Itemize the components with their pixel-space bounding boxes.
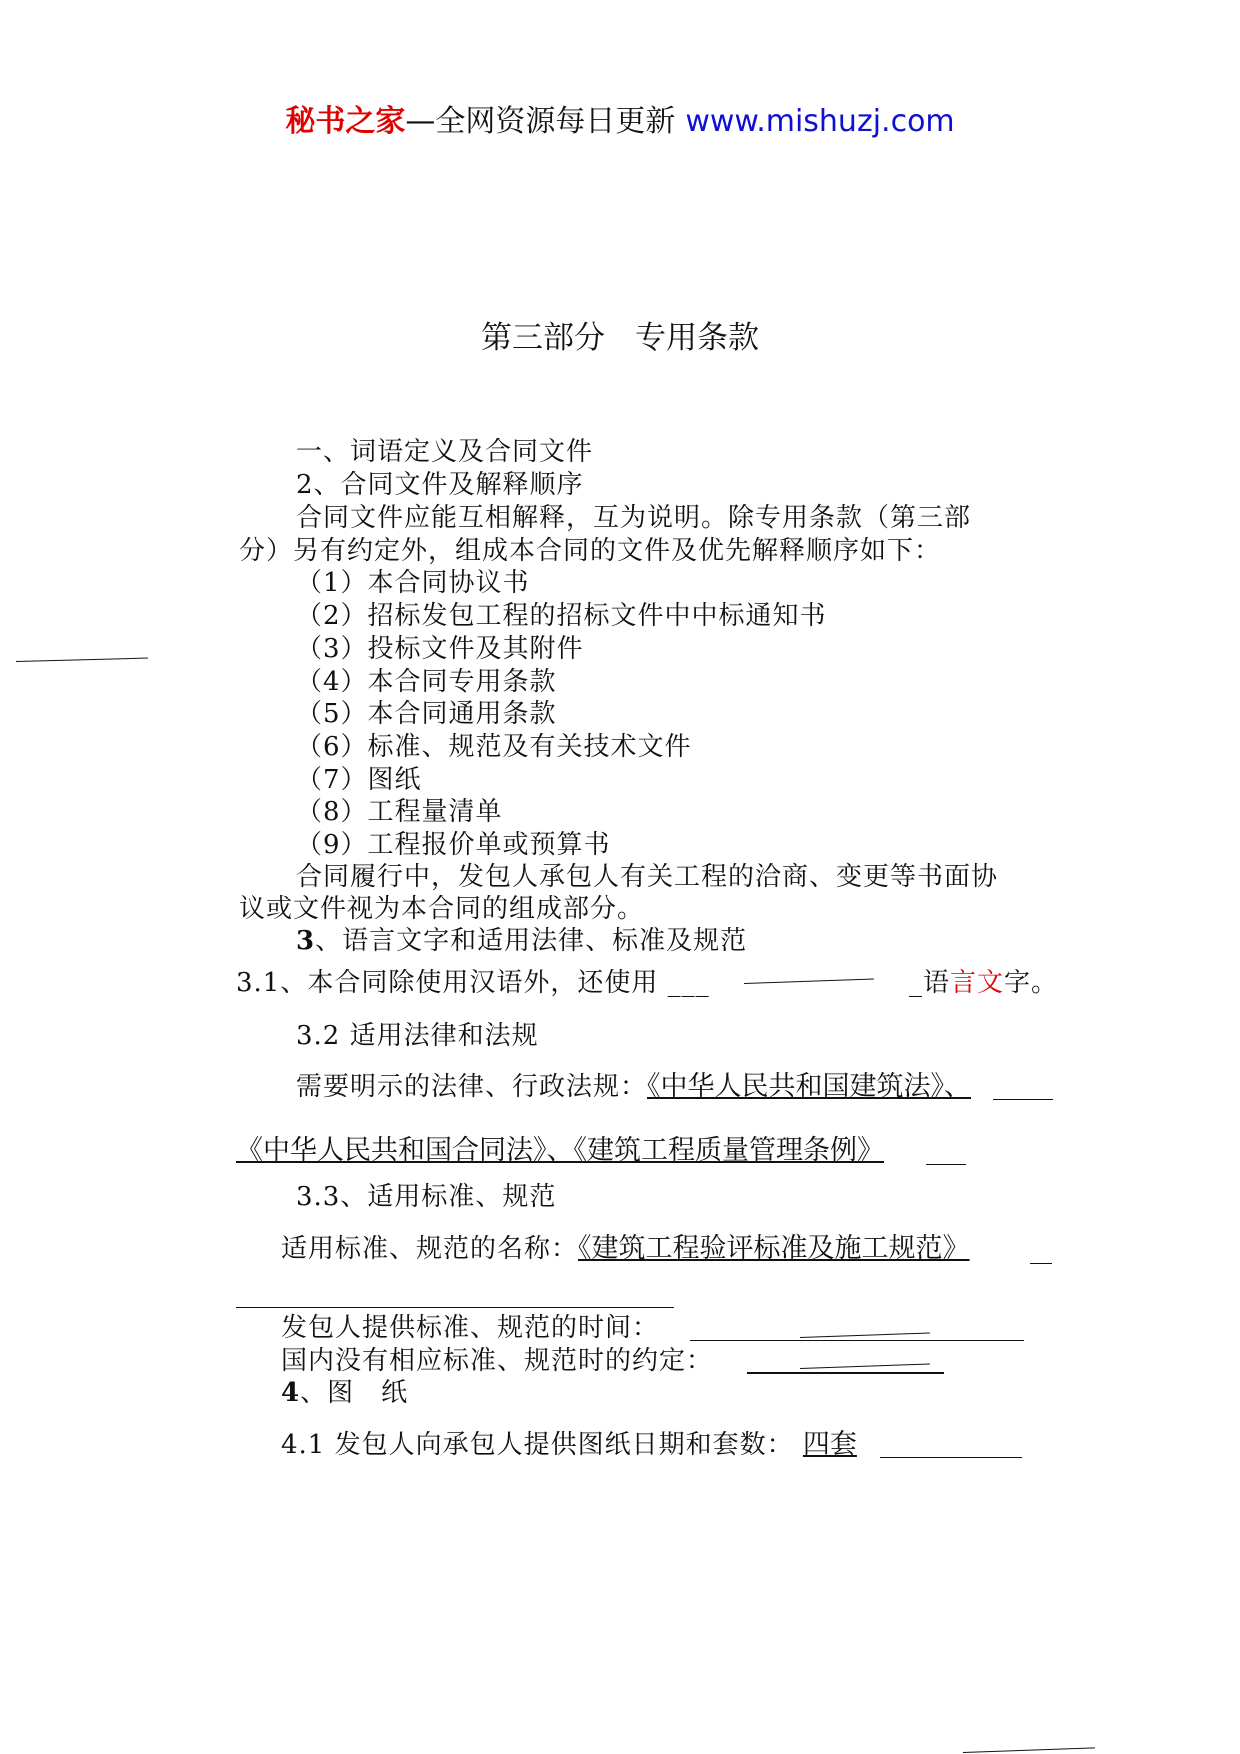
section-3-heading	[296, 925, 747, 958]
footer-stroke	[963, 1747, 1095, 1753]
section-1-heading: 一、词语定义及合同文件	[296, 437, 594, 467]
clause-3-3-standards	[281, 1232, 970, 1266]
paragraph-2-line-2: 议或文件视为本合同的组成部分。	[239, 894, 645, 924]
time-blank-line	[690, 1340, 1024, 1341]
paragraph-2-line-1: 合同履行中，发包人承包人有关工程的洽商、变更等书面协	[296, 862, 999, 892]
laws-label: 需要明示的法律、行政法规：	[296, 1072, 648, 1102]
standards-underline-tail	[1030, 1263, 1052, 1264]
list-item-7: （7）图纸	[296, 765, 422, 795]
margin-stroke	[16, 658, 148, 662]
brand-name: 秘书之家	[285, 104, 406, 139]
list-item-8: （8）工程量清单	[296, 797, 503, 827]
clause-3-2-laws	[296, 1070, 971, 1104]
clause-4-1	[281, 1428, 857, 1462]
clause-3-1	[236, 967, 710, 1000]
list-item-2: （2）招标发包工程的招标文件中中标通知书	[296, 601, 827, 631]
section-4-heading	[281, 1377, 408, 1410]
language-blank-stroke	[744, 978, 874, 984]
list-item-3: （3）投标文件及其附件	[296, 634, 584, 664]
paragraph-1-line-1: 合同文件应能互相解释，互为说明。除专用条款（第三部	[296, 503, 972, 533]
clause-3-1-text: 3.1、本合同除使用汉语外，还使用	[236, 968, 659, 998]
section-4-number: 4	[281, 1378, 301, 1408]
drawings-value: 四套	[802, 1429, 857, 1460]
list-item-4: （4）本合同专用条款	[296, 667, 557, 697]
clause-3-1-red-text: 言文	[950, 968, 1005, 998]
clause-3-1-suffix: 字。	[1004, 968, 1059, 998]
clause-3-3: 3.3、适用标准、规范	[296, 1182, 557, 1212]
standards-value: 《建筑工程验评标准及施工规范》	[578, 1233, 970, 1264]
domestic-blank-stroke	[800, 1363, 930, 1369]
title-name: 专用条款	[635, 320, 759, 356]
section-4-text: 、图 纸	[300, 1378, 409, 1408]
laws-value-2: 《中华人民共和国合同法》、《建筑工程质量管理条例》	[236, 1135, 884, 1166]
clause-3-3-domestic: 国内没有相应标准、规范时的约定：	[281, 1346, 714, 1376]
list-item-5: （5）本合同通用条款	[296, 699, 557, 729]
laws-underline-tail	[993, 1099, 1053, 1100]
list-item-6: （6）标准、规范及有关技术文件	[296, 732, 692, 762]
paragraph-1-line-2: 分）另有约定外，组成本合同的文件及优先解释顺序如下：	[239, 536, 942, 566]
laws-value-1: 《中华人民共和国建筑法》、	[647, 1071, 972, 1102]
clause-3-2-laws-cont	[236, 1134, 884, 1168]
clause-3-1-underscore: _	[909, 968, 923, 998]
clause-3-2: 3.2 适用法律和法规	[296, 1021, 539, 1051]
title-part: 第三部分	[481, 320, 605, 356]
site-url-link[interactable]: www.mishuzj.com	[685, 104, 955, 139]
clause-3-1-end	[909, 967, 1058, 1000]
laws-underline-tail-2	[926, 1164, 966, 1165]
clause-3-3-time: 发包人提供标准、规范的时间：	[281, 1313, 660, 1343]
drawings-label: 4.1 发包人向承包人提供图纸日期和套数：	[281, 1430, 794, 1460]
time-blank-stroke	[800, 1332, 930, 1338]
standards-blank-line	[236, 1307, 674, 1308]
clause-3-1-yu: 语	[923, 968, 951, 998]
clause-3-1-blank: ___	[667, 968, 710, 998]
header-tagline: —全网资源每日更新	[405, 104, 676, 139]
section-3-number: 3	[296, 926, 316, 956]
section-2-heading: 2、合同文件及解释顺序	[296, 470, 584, 500]
list-item-9: （9）工程报价单或预算书	[296, 830, 611, 860]
standards-label: 适用标准、规范的名称：	[281, 1234, 579, 1264]
list-item-1: （1）本合同协议书	[296, 568, 530, 598]
page-title	[0, 318, 1240, 358]
domestic-blank-line	[747, 1372, 944, 1374]
section-3-text: 、语言文字和适用法律、标准及规范	[315, 926, 748, 956]
site-header	[0, 102, 1240, 142]
drawings-blank-line	[880, 1457, 1022, 1458]
